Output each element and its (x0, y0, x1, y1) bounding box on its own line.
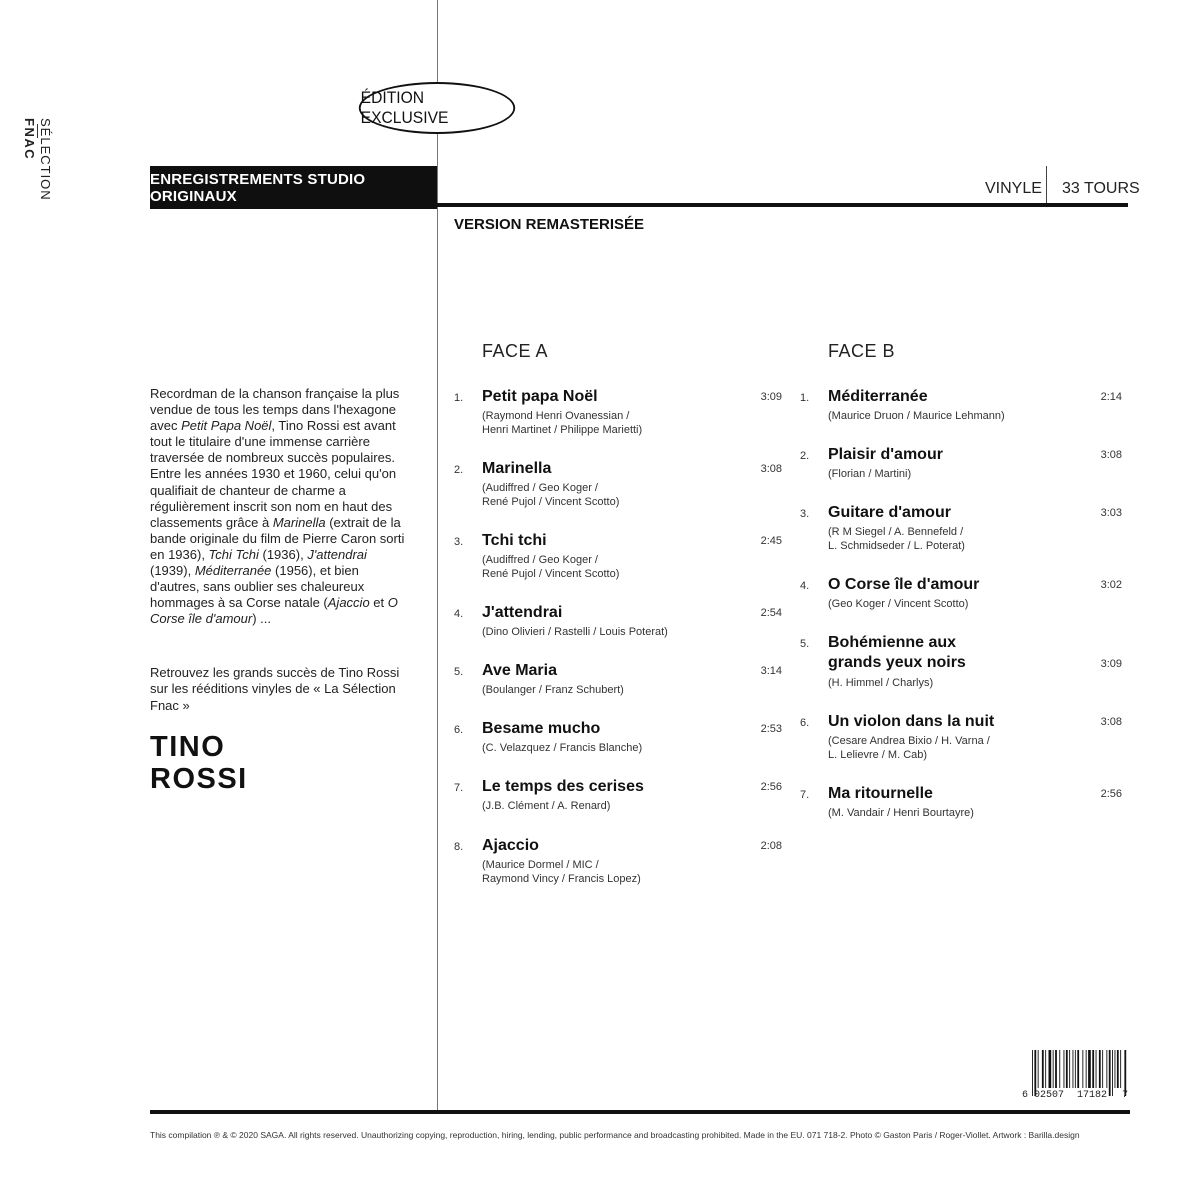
barcode-digit-check: 7 (1122, 1090, 1129, 1101)
description-fragment: (1936), (258, 546, 308, 562)
track-credit: (C. Velazquez / Francis Blanche) (482, 742, 643, 754)
track-duration: 2:53 (760, 723, 782, 735)
description-fragment: Tchi Tchi (208, 546, 259, 562)
barcode-bar (1073, 1050, 1074, 1088)
header-rule (437, 203, 1128, 207)
barcode-bar (1032, 1050, 1033, 1096)
description-fragment: (1956), et bien d'autres, sans oublier ses chaleureux hommages à sa Corse natale ( (150, 563, 365, 611)
barcode-bar (1075, 1050, 1076, 1088)
version-label: VERSION REMASTERISÉE (454, 216, 645, 233)
barcode-digits-left: 02507 (1034, 1090, 1065, 1101)
track-duration: 2:56 (760, 781, 782, 793)
description-fragment: J'attendrai (307, 546, 367, 562)
spine-selection: SÉLECTION (38, 118, 53, 201)
track-number: 7. (454, 782, 464, 794)
track-title: Ajaccio (482, 837, 539, 854)
track-title: Ave Maria (482, 662, 557, 679)
barcode-bar (1049, 1050, 1052, 1088)
barcode-bar (1120, 1050, 1121, 1088)
spine-label (22, 118, 53, 201)
barcode-bar (1053, 1050, 1054, 1088)
barcode-bar (1077, 1050, 1079, 1088)
barcode-bar (1088, 1050, 1091, 1088)
description-fragment: Méditerranée (194, 563, 272, 579)
track-title: Marinella (482, 460, 552, 477)
track-title: Plaisir d'amour (828, 446, 943, 463)
track-number: 6. (454, 724, 464, 736)
track-credit: (Geo Koger / Vincent Scotto) (828, 598, 969, 610)
track-credit: (Maurice Druon / Maurice Lehmann) (828, 410, 1005, 422)
track-duration: 3:09 (760, 391, 782, 403)
barcode-bar (1112, 1050, 1113, 1096)
barcode-bar (1042, 1050, 1044, 1088)
track-number: 2. (800, 450, 810, 462)
track-credit: (H. Himmel / Charlys) (828, 677, 934, 689)
track-duration: 3:14 (760, 665, 782, 677)
description-fragment: (1939), (150, 563, 195, 579)
track-credit: (Audiffred / Geo Koger / (482, 482, 598, 494)
description-fragment: Petit Papa Noël (181, 418, 272, 434)
description-fragment: (extrait de la bande originale du film de Pierre Caron sorti en 1936), (150, 514, 405, 562)
barcode-bar (1045, 1050, 1046, 1088)
track-title-line2: grands yeux noirs (828, 654, 966, 671)
track-title: Guitare d'amour (828, 504, 951, 521)
track-credit: (Florian / Martini) (828, 468, 912, 480)
track-title: Méditerranée (828, 388, 928, 405)
track-duration: 2:14 (1100, 391, 1122, 403)
track-number: 1. (454, 392, 464, 404)
vertical-divider (437, 0, 438, 1112)
barcode-digits-right: 17182 (1077, 1090, 1108, 1101)
barcode-bar (1117, 1050, 1119, 1088)
barcode-bar (1066, 1050, 1068, 1088)
track-credit: René Pujol / Vincent Scotto) (482, 568, 620, 580)
barcode-bar (1106, 1050, 1107, 1088)
track-number: 6. (800, 717, 810, 729)
track-title: Un violon dans la nuit (828, 713, 995, 730)
barcode-bar (1069, 1050, 1070, 1088)
track-credit: L. Schmidseder / L. Poterat) (828, 540, 965, 552)
face-a-heading: FACE A (482, 341, 549, 361)
track-number: 4. (454, 608, 464, 620)
track-duration: 3:08 (760, 463, 782, 475)
track-number: 3. (454, 536, 464, 548)
barcode-bar (1086, 1050, 1087, 1088)
track-duration: 2:54 (760, 607, 782, 619)
track-duration: 2:56 (1100, 788, 1122, 800)
track-title: Petit papa Noël (482, 388, 598, 405)
face-b-heading: FACE B (828, 341, 896, 361)
speed-label: 33 TOURS (1062, 180, 1140, 197)
barcode-bar (1059, 1050, 1060, 1088)
barcode-bar (1109, 1050, 1111, 1096)
exclusive-edition-badge (359, 82, 515, 134)
track-credit: René Pujol / Vincent Scotto) (482, 496, 620, 508)
artist-description (150, 386, 410, 627)
track-number: 5. (454, 666, 464, 678)
track-title: Le temps des cerises (482, 778, 644, 795)
track-duration: 2:45 (760, 535, 782, 547)
track-number: 3. (800, 508, 810, 520)
track-credit: Raymond Vincy / Francis Lopez) (482, 873, 641, 885)
track-title: Bohémienne aux (828, 634, 957, 651)
track-duration: 2:08 (760, 840, 782, 852)
track-title: Tchi tchi (482, 532, 547, 549)
track-credit: (J.B. Clément / A. Renard) (482, 800, 611, 812)
studio-recordings-label: ENREGISTREMENTS STUDIO ORIGINAUX (150, 170, 366, 205)
barcode-bar (1038, 1050, 1039, 1088)
track-number: 4. (800, 580, 810, 592)
spine-brand: FNAC (22, 118, 37, 161)
barcode-bar (1055, 1050, 1057, 1088)
barcode-bar (1115, 1050, 1116, 1088)
track-credit: (Boulanger / Franz Schubert) (482, 684, 624, 696)
description-fragment: Ajaccio (327, 595, 370, 611)
description-fragment: O Corse île d'amour (150, 595, 398, 627)
track-credit: (Audiffred / Geo Koger / (482, 554, 598, 566)
reissue-note: Retrouvez les grands succès de Tino Rossi sur les rééditions vinyles de « La Sélection Fnac » (150, 665, 400, 713)
description-fragment: Marinella (272, 514, 326, 530)
barcode-bar (1082, 1050, 1083, 1088)
track-title: Besame mucho (482, 720, 601, 737)
track-duration: 3:09 (1100, 658, 1122, 670)
track-duration: 3:02 (1100, 579, 1122, 591)
barcode-bar (1092, 1050, 1094, 1088)
studio-recordings-banner (150, 166, 437, 209)
description-fragment: , Tino Rossi est avant tout le titulaire d'une immense carrière traversée de nombreux succès populaires. Entre les années 1930 et 1960, celui qu'on qualifiait de chanteur de charme a régulièrement inscrit son nom en haut des classements grâce à (150, 418, 397, 530)
track-duration: 3:08 (1100, 449, 1122, 461)
track-number: 2. (454, 464, 464, 476)
track-credit: (Maurice Dormel / MIC / (482, 859, 599, 871)
track-credit: (Dino Olivieri / Rastelli / Louis Poterat) (482, 626, 668, 638)
barcode-bar (1102, 1050, 1103, 1088)
track-title: Ma ritournelle (828, 785, 933, 802)
track-credit: L. Lelievre / M. Cab) (828, 749, 928, 761)
barcode-bar (1096, 1050, 1097, 1088)
description-fragment: Recordman de la chanson française la plus vendue de tous les temps dans l'hexagone avec (150, 386, 400, 434)
track-credit: (R M Siegel / A. Bennefeld / (828, 526, 964, 538)
barcode-bar (1064, 1050, 1065, 1088)
track-title: O Corse île d'amour (828, 576, 980, 593)
barcode-bar (1099, 1050, 1101, 1088)
artist-name-line2: ROSSI (150, 763, 248, 795)
format-divider (1046, 166, 1047, 203)
track-credit: Henri Martinet / Philippe Marietti) (482, 424, 643, 436)
track-duration: 3:03 (1100, 507, 1122, 519)
track-credit: (M. Vandair / Henri Bourtayre) (828, 807, 974, 819)
track-number: 5. (800, 638, 810, 650)
description-fragment: ) ... (252, 611, 271, 627)
track-number: 1. (800, 392, 810, 404)
exclusive-edition-label: ÉDITION EXCLUSIVE (360, 88, 449, 127)
track-credit: (Raymond Henri Ovanessian / (482, 410, 630, 422)
barcode-digit-prefix: 6 (1022, 1090, 1029, 1101)
description-fragment: et (369, 595, 388, 611)
track-duration: 3:08 (1100, 716, 1122, 728)
footer-rule (150, 1110, 1130, 1114)
track-credit: (Cesare Andrea Bixio / H. Varna / (828, 735, 990, 747)
track-title: J'attendrai (482, 604, 563, 621)
format-label: VINYLE (985, 180, 1042, 197)
track-number: 7. (800, 789, 810, 801)
copyright-notice: This compilation ℗ & © 2020 SAGA. All rights reserved. Unauthorizing copying, reproduction, hiring, lending, public performance and broadcasting prohibited. Made in the EU. 071 718-2. Photo © Gaston Paris / Roger-Viollet. Artwork : Barilla.design (150, 1130, 1080, 1140)
artist-name-line1: TINO (150, 731, 226, 763)
track-number: 8. (454, 841, 464, 853)
artist-name (150, 731, 248, 795)
